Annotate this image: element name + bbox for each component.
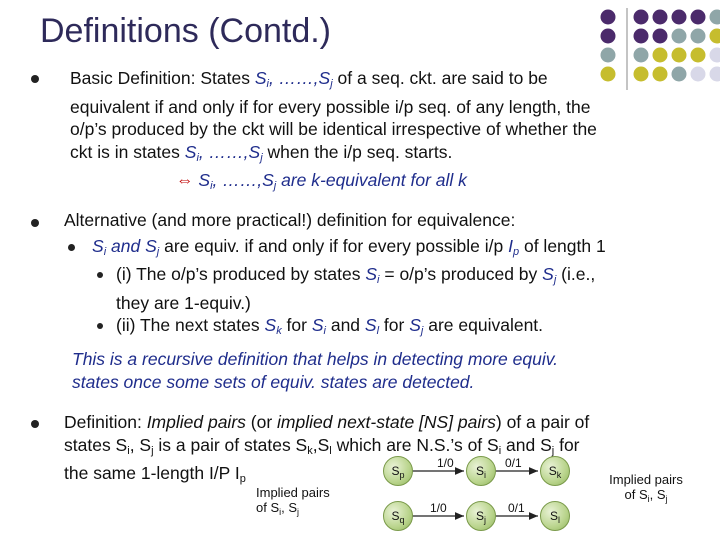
right-label-sub-j: j <box>665 494 668 504</box>
ellipsis: , ……, <box>212 170 263 190</box>
state-sl: S <box>364 315 377 335</box>
right-label-sub-i: i <box>647 494 650 504</box>
edge-label-top-1: 1/0 <box>437 456 454 470</box>
p2-line2b: are equiv. if and only if for every possible i/p <box>159 236 509 256</box>
p2-line5a: (ii) The next states <box>116 315 265 335</box>
left-label-line2a: of S <box>256 500 280 515</box>
equivalence-arrow-icon: ⇔ <box>176 170 194 190</box>
p2-line3a: (i) The o/p’s produced by states <box>116 264 366 284</box>
state-node-sk: $S_k$ <box>540 456 570 486</box>
p2-line2c: of length 1 <box>519 236 606 256</box>
state-sj-sub: j <box>420 325 424 337</box>
state-node-sq: $S_q$ <box>383 501 413 531</box>
p3-line2g: for <box>554 434 580 455</box>
sub-p: p <box>239 473 246 485</box>
sub-j: j <box>151 444 154 457</box>
p3-implied-pairs: Implied pairs <box>146 412 246 432</box>
input-ip: I <box>508 236 513 256</box>
edge-label-top-2: 0/1 <box>505 456 522 470</box>
p2-line5c: and <box>325 315 365 335</box>
state-si-sub: i <box>196 151 199 164</box>
p1-line2: equivalent if and only if for every possible i/p seq. of any length, the <box>70 96 591 117</box>
p3-line2e: which are N.S.’s of S <box>331 434 499 455</box>
sub-k: k <box>307 444 313 457</box>
state-si-sub: i <box>103 246 107 258</box>
state-node-si: $S_i$ <box>466 456 496 486</box>
p3-line1e: ) of a pair of <box>495 412 590 432</box>
state-si: S <box>198 170 211 190</box>
implied-pairs-label-right <box>596 472 696 504</box>
left-label-sub-j: j <box>297 507 300 517</box>
note-line1: This is a recursive definition that helps in detecting more equiv. <box>72 349 559 369</box>
p1-line1: Basic Definition: States <box>70 68 255 88</box>
sub-i: i <box>127 444 130 457</box>
p2-and: and <box>106 236 146 256</box>
state-si: S <box>184 141 197 162</box>
right-label-line1: Implied pairs <box>609 472 683 487</box>
right-label-line2a: of S <box>624 487 648 502</box>
p3-line1c: (or <box>245 412 278 432</box>
sub-l: l <box>329 444 332 457</box>
state-si-sub: i <box>210 180 213 192</box>
p2-line5d: for <box>379 315 410 335</box>
p2-line5e: are equivalent. <box>423 315 544 335</box>
edge-label-bottom-2: 0/1 <box>508 501 525 515</box>
state-si: S <box>92 236 104 256</box>
p2-line5b: for <box>281 315 312 335</box>
state-si-sub: i <box>377 274 380 286</box>
p3-line3: the same 1-length I/P I <box>64 463 240 483</box>
state-sk: S <box>264 315 277 335</box>
state-sj: S <box>318 68 331 88</box>
state-sj: S <box>145 236 157 256</box>
p3-line2d: ,S <box>312 434 330 455</box>
state-node-sl: $S_l$ <box>540 501 570 531</box>
p2-line1: Alternative (and more practical!) definition for equivalence: <box>64 210 516 230</box>
left-label-line2b: , S <box>281 500 298 515</box>
state-si: S <box>311 315 324 335</box>
p3-line2f: and S <box>501 434 552 455</box>
input-ip-sub: p <box>512 246 520 258</box>
state-sj-sub: j <box>553 274 557 286</box>
page-title: Definitions (Contd.) <box>40 12 332 50</box>
state-sj-sub: j <box>260 151 263 164</box>
left-label-line1: Implied pairs <box>256 485 330 500</box>
p1-line3: o/p’s produced by the ckt will be identical irrespective of whether the <box>70 119 597 139</box>
state-sj: S <box>248 141 261 162</box>
note-line2: states once some sets of equiv. states are detected. <box>72 371 475 392</box>
state-si: S <box>365 264 378 284</box>
state-sj-sub: j <box>330 78 333 90</box>
p1-line1b: of a seq. ckt. are said to be <box>332 68 548 88</box>
p3-line2a: states S <box>64 434 128 455</box>
p3-line1a: Definition: <box>64 412 147 432</box>
implied-pairs-label-left <box>256 485 366 517</box>
state-sj: S <box>409 315 421 335</box>
p2-line3b: = o/p’s produced by <box>379 264 543 284</box>
p2-line3c: (i.e., <box>556 264 596 284</box>
left-label-sub-i: i <box>279 507 282 517</box>
sub-j: j <box>551 444 555 457</box>
state-node-sj: $S_j$ <box>466 501 496 531</box>
p3-line2b: , S <box>129 434 152 455</box>
p1-line4a: ckt is in states <box>70 141 185 162</box>
state-sj-sub: j <box>273 180 277 192</box>
state-sj: S <box>262 170 274 190</box>
state-sj-sub: j <box>156 246 160 258</box>
state-sl-sub: l <box>376 325 380 337</box>
p3-implied-ns-pairs: implied next-state [NS] pairs <box>277 412 496 432</box>
state-sk-sub: k <box>276 325 282 337</box>
p2-line4: they are 1-equiv.) <box>116 292 251 313</box>
state-node-sp: $S_p$ <box>383 456 413 486</box>
p3-line2c: is a pair of states S <box>153 434 308 455</box>
state-si: S <box>254 68 267 88</box>
p1-line4b: when the i/p seq. starts. <box>262 141 453 162</box>
right-label-line2b: , S <box>649 487 666 502</box>
edge-label-bottom-1: 1/0 <box>430 501 447 515</box>
state-sj: S <box>542 264 554 284</box>
state-si-sub: i <box>266 78 269 90</box>
ellipsis: , ……, <box>198 141 249 162</box>
sub-i: i <box>498 444 502 457</box>
state-si-sub: i <box>323 325 326 337</box>
ellipsis: , ……, <box>268 68 319 88</box>
k-equivalent-text: are k-equivalent for all k <box>276 170 467 190</box>
